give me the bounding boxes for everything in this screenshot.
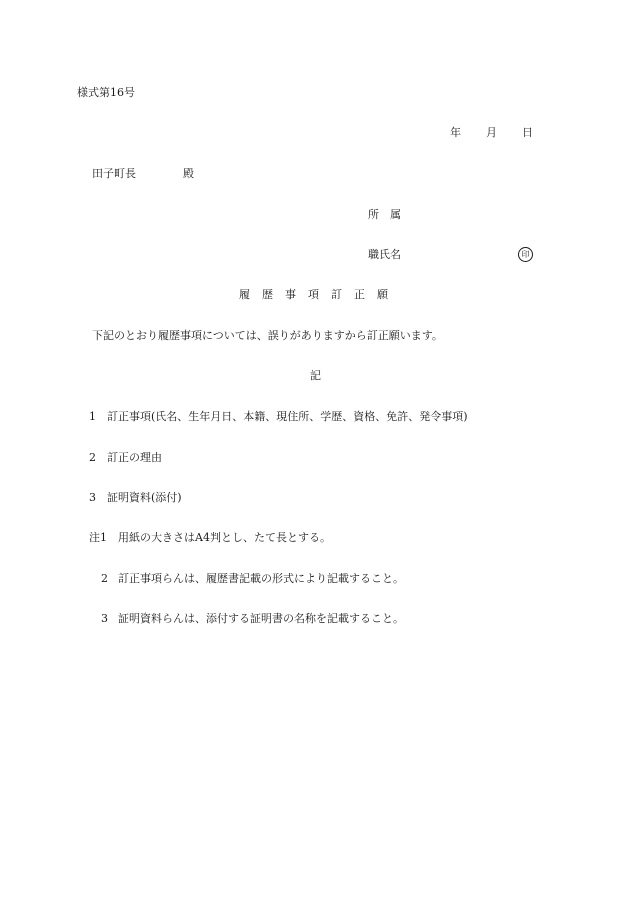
item-number: 2 [89, 451, 96, 464]
item-number: 1 [89, 410, 96, 423]
note-text: 訂正事項らんは、履歴書記載の形式により記載すること。 [118, 572, 404, 585]
note-number: 3 [101, 612, 108, 625]
item-text: 訂正の理由 [107, 451, 162, 464]
affiliation-label: 所 属 [368, 208, 401, 221]
date-month-label: 月 [486, 126, 497, 139]
addressee-honorific: 殿 [183, 167, 194, 180]
item-text: 証明資料(添付) [107, 491, 182, 504]
name-label: 職氏名 [368, 248, 401, 261]
seal-icon: 印 [518, 247, 533, 262]
item-text: 訂正事項(氏名、生年月日、本籍、現住所、学歴、資格、免許、発令事項) [107, 410, 468, 423]
item-number: 3 [89, 491, 96, 504]
note-text: 用紙の大きさはA4判とし、たて長とする。 [118, 531, 331, 544]
date-year-label: 年 [450, 126, 461, 139]
date-day-label: 日 [522, 126, 533, 139]
intro-text: 下記のとおり履歴事項については、誤りがありますから訂正願います。 [92, 329, 443, 342]
form-number: 様式第16号 [77, 86, 135, 99]
ki-heading: 記 [310, 369, 321, 382]
note-number: 2 [101, 572, 108, 585]
addressee-title: 田子町長 [92, 167, 136, 180]
note-number: 注1 [89, 531, 107, 544]
document-title: 履歴事項訂正願 [239, 288, 400, 301]
note-text: 証明資料らんは、添付する証明書の名称を記載すること。 [118, 612, 404, 625]
